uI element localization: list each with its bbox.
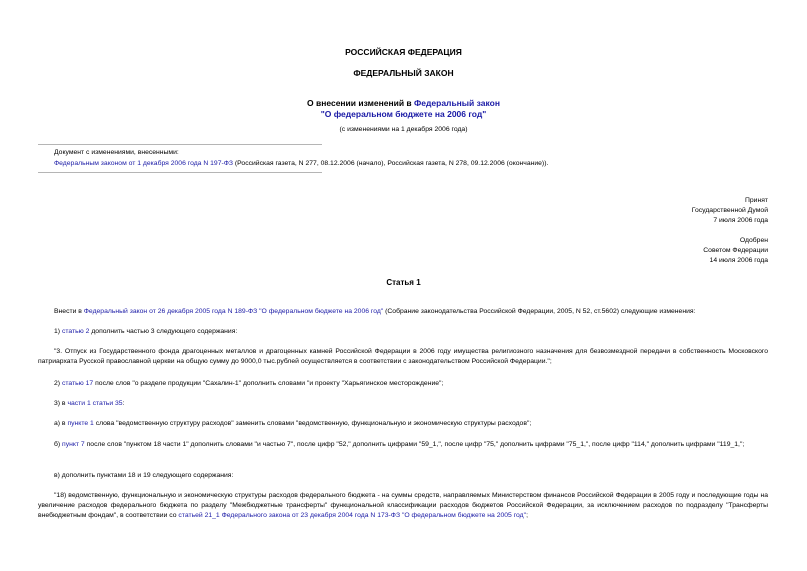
article-heading: Статья 1 [386,278,421,287]
approved-line2: Советом Федерации [703,246,768,254]
item-2-pre: 2) [54,380,62,387]
item-1-pre: 1) [54,328,62,335]
adopted-line3: 7 июля 2006 года [713,216,768,224]
adopted-line2: Государственной Думой [691,206,768,214]
item-3b-pre: б) [54,441,63,448]
item-3-pre: 3) в [54,400,68,407]
intro-law-link[interactable]: Федеральный закон от 26 декабря 2005 года N 189-ФЗ "О федеральном бюджете на 2006 год" [83,308,384,315]
law-title-prefix: О внесении изменений в [307,98,415,108]
law-type-heading: ФЕДЕРАЛЬНЫЙ ЗАКОН [353,68,454,78]
item-3b-link[interactable]: пункт 7 [62,441,85,448]
approved-line3: 14 июля 2006 года [709,256,768,264]
item-3c: в) дополнить пунктами 18 и 19 следующего содержания: [54,472,234,479]
item-3-post: : [122,400,125,407]
item-3-link[interactable]: части 1 статьи 35 [67,400,123,407]
country-heading: РОССИЙСКАЯ ФЕДЕРАЦИЯ [345,47,462,57]
adopted-line1: Принят [744,197,768,204]
amendments-label: Документ с изменениями, внесенными: [54,149,179,156]
approved-block [703,236,768,266]
article-intro [38,307,768,317]
intro-pre: Внести в [54,308,84,315]
law-title-link[interactable]: Федеральный закон [414,98,500,108]
revision-note: (с изменениями на 1 декабря 2006 года) [339,126,468,133]
bottom-separator [38,172,322,173]
item-3a-pre: а) в [54,420,68,427]
amendments-source-link[interactable]: Федеральным законом от 1 декабря 2006 года N 197-ФЗ [54,159,234,167]
intro-post: (Собрание законодательства Российской Федерации, 2005, N 52, ст.5602) следующие изменения: [383,308,696,315]
item-1 [38,327,768,337]
item-2-link[interactable]: статью 17 [61,380,94,387]
law-title-line2-link[interactable]: "О федеральном бюджете на 2006 год" [320,108,487,119]
item-3b-post: после слов "пунктом 18 части 1" дополнить словами "и частью 7", после цифр "52," дополнить цифрами "59_1,", после цифр "75," дополнить цифрами "75_1,", после цифр "114," дополнить цифрами "119_1,"; [84,441,745,448]
item-18 [38,491,768,522]
amendments-source [54,159,774,170]
amendments-source-details: (Российская газета, N 277, 08.12.2006 (начало), Российская газета, N 278, 09.12.2006 (окончание)). [233,159,549,167]
item-18-post: ; [526,512,528,520]
item-3b [38,440,768,450]
top-separator [38,144,322,145]
amendments-block [54,148,774,169]
item-2 [38,379,768,389]
adopted-block [692,196,768,226]
item-3a [38,419,768,429]
approved-line1: Одобрен [739,237,768,244]
item-1-link[interactable]: статью 2 [61,328,90,335]
item-3a-link[interactable]: пункте 1 [67,420,94,427]
item-3a-post: слова "ведомственную структуру расходов" заменить словами "ведомственную, функциональную и экономическую структуры расходов"; [93,420,532,427]
item-1-post: дополнить частью 3 следующего содержания: [89,328,238,335]
item-1-quote: "3. Отпуск из Государственного фонда драгоценных металлов и драгоценных камней Российской Федерации в 2006 году имущества религиозного назначения для безвозмездной передачи в собственность Московского патриархата Русской православной церкви на общую сумму до 9000,0 тыс.рублей осуществляется в соответствии с законодательством Российской Федерации."; [38,348,768,366]
item-2-post: после слов "о разделе продукции "Сахалин-1" дополнить словами "и проекту "Харьягинское месторождение"; [93,380,444,387]
item-3 [38,399,768,409]
item-18-link[interactable]: статьей 21_1 Федерального закона от 23 декабря 2004 года N 173-ФЗ "О федеральном бюджете на 2005 год" [178,512,527,520]
law-title [0,98,807,119]
item-18-pre: "18) ведомственную, функциональную и экономическую структуры расходов федерального бюджета - на суммы средств, направляемых Министерством финансов Российской Федерации в 2005 году и последующие годы на увеличение расходов федерального бюджета по разделу "Межбюджетные трансферты" функциональной классификации расходов бюджетов Российской Федерации, за исключением расходов по подразделу "Трансферты внебюджетным фондам", в соответствии со [38,492,768,520]
